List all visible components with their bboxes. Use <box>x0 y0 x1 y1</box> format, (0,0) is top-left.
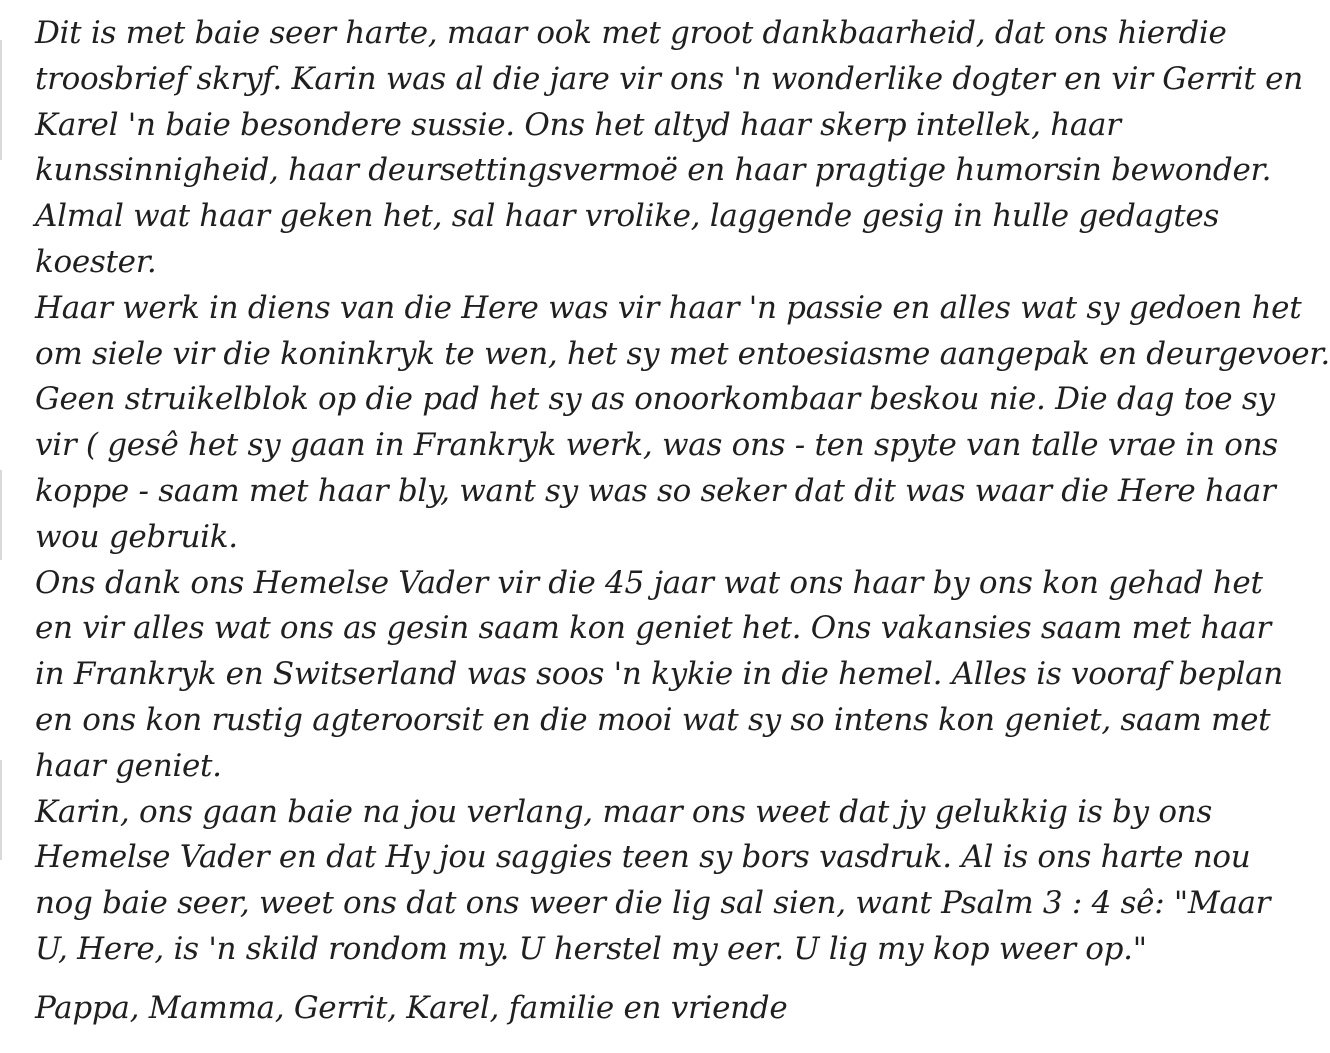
letter-body <box>35 11 1330 973</box>
letter-line: Haar werk in diens van die Here was vir haar 'n passie en alles wat sy gedoen het <box>35 289 1302 326</box>
letter-line: Dit is met baie seer harte, maar ook met groot dankbaarheid, dat ons hierdie <box>35 15 1227 51</box>
scan-edge-mark-middle <box>0 470 2 560</box>
letter-line: in Frankryk en Switserland was soos 'n kykie in die hemel. Alles is vooraf beplan <box>35 656 1283 693</box>
letter-line: koppe - saam met haar bly, want sy was so seker dat dit was waar die Here haar <box>35 472 1276 509</box>
letter-line: Karel 'n baie besondere sussie. Ons het altyd haar skerp intellek, haar <box>35 106 1121 143</box>
letter-line: wou gebruik. <box>35 518 238 555</box>
letter-line: Hemelse Vader en dat Hy jou saggies teen sy bors vasdruk. Al is ons harte nou <box>35 839 1251 876</box>
letter-line: kunssinnigheid, haar deursettingsvermoë en haar pragtige humorsin bewonder. <box>35 152 1272 189</box>
letter-line: Karin, ons gaan baie na jou verlang, maar ons weet dat jy gelukkig is by ons <box>35 793 1212 830</box>
letter-line: troosbrief skryf. Karin was al die jare vir ons 'n wonderlike dogter en vir Gerrit en <box>35 60 1303 97</box>
scan-edge-mark-bottom <box>0 760 2 860</box>
scan-edge-mark-top <box>0 40 2 160</box>
letter-line: U, Here, is 'n skild rondom my. U herstel my eer. U lig my kop weer op." <box>35 930 1147 967</box>
letter-line: Ons dank ons Hemelse Vader vir die 45 jaar wat ons haar by ons kon gehad het <box>35 564 1263 601</box>
letter-line: Almal wat haar geken het, sal haar vrolike, laggende gesig in hulle gedagtes <box>35 198 1220 235</box>
letter-line: nog baie seer, weet ons dat ons weer die lig sal sien, want Psalm 3 : 4 sê: "Maar <box>35 885 1271 922</box>
letter-signature: Pappa, Mamma, Gerrit, Karel, familie en vriende <box>35 990 788 1026</box>
letter-line: Geen struikelblok op die pad het sy as onoorkombaar beskou nie. Die dag toe sy <box>35 381 1275 418</box>
letter-line: en vir alles wat ons as gesin saam kon geniet het. Ons vakansies saam met haar <box>35 610 1271 647</box>
letter-line: en ons kon rustig agteroorsit en die mooi wat sy so intens kon geniet, saam met <box>35 701 1271 738</box>
letter-line: haar geniet. <box>35 747 222 784</box>
letter-line: koester. <box>35 243 157 280</box>
letter-line: om siele vir die koninkryk te wen, het sy met entoesiasme aangepak en deurgevoer. <box>35 335 1330 372</box>
letter-line: vir ( gesê het sy gaan in Frankryk werk, was ons - ten spyte van talle vrae in ons <box>35 427 1278 464</box>
